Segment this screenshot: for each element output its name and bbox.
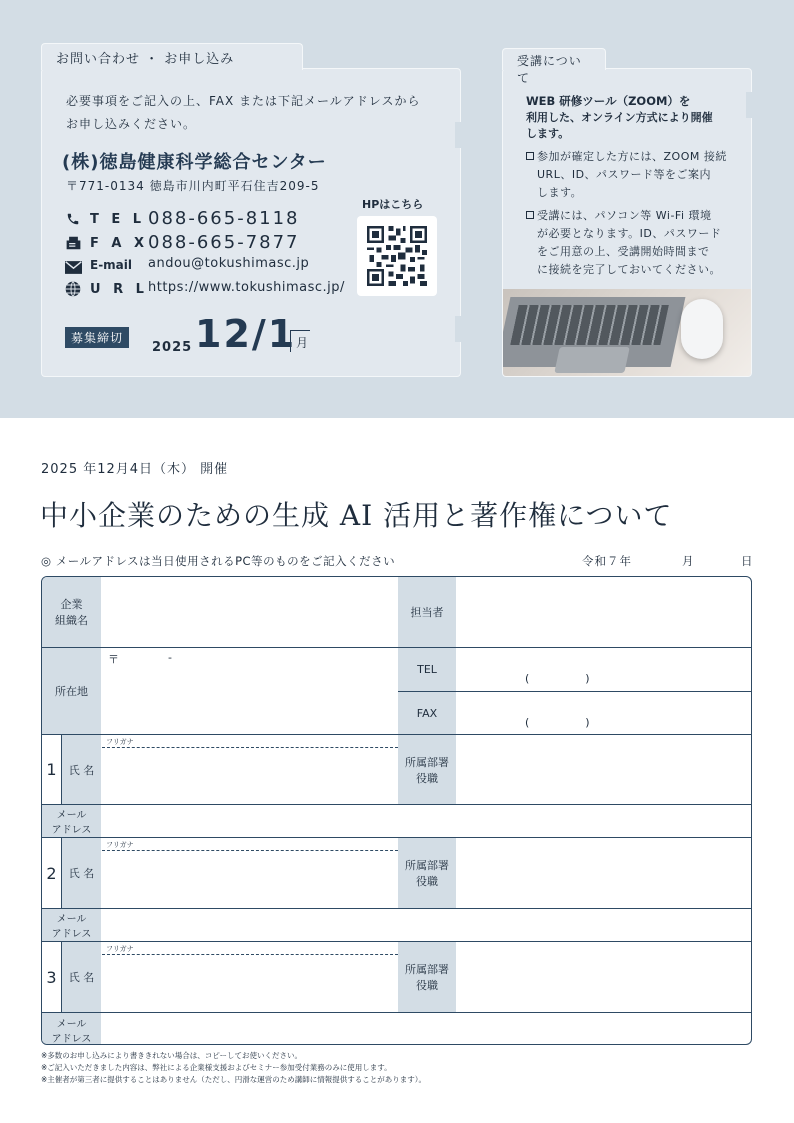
furigana-label-3: フリガナ [106,945,134,953]
person-in-charge-input[interactable] [457,577,752,647]
mail-label-2 [42,909,101,941]
tel-input[interactable] [457,648,752,691]
tel-value: 088-665-8118 [148,208,300,229]
grid-line [42,941,752,942]
dept-label-2 [398,838,456,908]
furigana-line [102,850,398,851]
url-value[interactable]: https://www.tokushimasc.jp/ [148,280,345,295]
zoom-heading-3: します。 [526,127,570,140]
mail-icon [65,259,82,278]
zoom-bullet1-3: します。 [537,186,583,199]
company-label-1: 企業 [60,598,83,611]
laptop-keyboard [502,297,685,367]
name-label-1: 氏 名 [62,735,101,804]
dept-label-1a: 所属部署 [405,755,449,769]
hp-label: HPはこちら [362,198,424,211]
name-label-2: 氏 名 [62,838,101,908]
footnote-1: ※多数のお申し込みにより書ききれない場合は、コピーしてお使いください。 [41,1051,302,1060]
event-date: 2025 年12月4日（木） 開催 [41,462,229,477]
zoom-bullet1-1: 参加が確定した方には、ZOOM 接続 [537,150,727,163]
footnote-2: ※ご記入いただきました内容は、弊社による企業様支援およびセミナー参加受付業務のみに使用します。 [41,1063,392,1072]
fax-input[interactable] [457,692,752,734]
url-label: U R L [90,282,148,297]
fax-icon [66,235,81,254]
zoom-heading-1: WEB 研修ツール（ZOOM）を [526,94,691,108]
dept-label-1b: 役職 [416,771,438,785]
deadline-weekday: 月 [290,330,310,352]
entry-number-2: 2 [46,863,57,883]
grid-line [42,837,752,838]
entry-number-3: 3 [46,967,57,987]
mail-input-1[interactable] [102,805,752,837]
dept-label-3b: 役職 [416,979,438,992]
mail-label-1b: アドレス [51,825,92,836]
zoom-bullet2-4: に接続を完了しておいてください。 [537,263,721,276]
card-notch [455,122,461,148]
mail-label-3b: アドレス [51,1033,92,1045]
entry-number-1: 1 [46,760,57,779]
grid-line [42,647,752,648]
dept-input-3[interactable] [457,942,752,1012]
address-label: 所在地 [42,648,101,734]
deadline-date: 12/1 [195,312,297,356]
contact-intro-1: 必要事項をご記入の上、FAX または下記メールアドレスから [66,94,421,108]
mail-label-1 [42,805,101,837]
footnote-3: ※主催者が第三者に提供することはありません（ただし、円滑な運営のため講師に情報提供することがあります）。 [41,1075,427,1084]
zoom-bullet2-1: 受講には、パソコン等 Wi-Fi 環境 [537,209,712,222]
person-in-charge-label: 担当者 [398,577,456,647]
checkbox-icon [526,211,534,219]
form-month: 月 [682,554,694,568]
tel-paren: ( ) [525,672,590,685]
zoom-bullet2-2: が必要となります。ID、パスワード [537,227,722,240]
grid-line [61,837,62,908]
email-note: ◎ メールアドレスは当日使用されるPC等のものをご記入ください [41,554,396,568]
dept-label-2a: 所属部署 [405,859,449,872]
fax-field-label: FAX [398,692,456,734]
dept-input-1[interactable] [457,735,752,804]
application-form [41,576,752,1045]
zoom-bullet2-3: をご用意の上、受講開始時間まで [537,245,710,258]
deadline-tag: 募集締切 [65,327,129,348]
address-input[interactable] [102,648,398,734]
dept-label-3 [398,942,456,1012]
furigana-label-1: フリガナ [106,738,134,746]
company-label [42,577,101,647]
event-title: 中小企業のための生成 AI 活用と著作権について [40,499,673,532]
company-input[interactable] [102,577,398,647]
dept-label-2b: 役職 [416,875,438,888]
dept-label-1 [398,735,456,804]
grid-line [61,941,62,1012]
mail-label-3 [42,1013,101,1045]
name-input-1[interactable] [102,735,398,804]
email-label: E-mail [90,258,133,272]
name-input-2[interactable] [102,838,398,908]
checkbox-icon [526,152,534,160]
tel-field-label: TEL [398,648,456,691]
card-notch [455,316,461,342]
dept-input-2[interactable] [457,838,752,908]
deadline-year: 2025 [152,340,193,355]
postal-dash: - [168,651,172,664]
name-label-3: 氏 名 [62,942,101,1012]
fax-paren: ( ) [525,716,590,729]
zoom-tab: 受講について [502,48,606,70]
grid-line [42,804,752,805]
qr-code[interactable] [357,216,437,296]
furigana-label-2: フリガナ [106,841,134,849]
furigana-line [102,954,398,955]
phone-icon [66,211,80,230]
grid-line [42,908,752,909]
grid-line [398,691,752,692]
grid-line [42,1012,752,1013]
org-name: (株)徳島健康科学総合センター [62,152,327,173]
form-era: 令和７年 [582,554,632,568]
grid-line [61,734,62,804]
company-label-2: 組織名 [55,614,88,627]
contact-intro-2: お申し込みください。 [66,117,197,131]
globe-icon [65,281,81,301]
zoom-heading-2: 利用した、オンライン方式により開催 [526,111,713,124]
mail-input-2[interactable] [102,909,752,941]
fax-value: 088-665-7877 [148,232,300,253]
mail-label-2a: メール [56,914,87,925]
fax-label: F A X [90,236,149,251]
mail-label-1a: メール [56,810,87,821]
laptop-photo [503,289,752,377]
contact-tab: お問い合わせ ・ お申し込み [41,43,303,70]
org-address: 〒771-0134 徳島市川内町平石住吉209-5 [66,179,320,193]
mouse [681,299,723,359]
name-input-3[interactable] [102,942,398,1012]
card-notch [746,92,752,118]
mail-label-2b: アドレス [51,929,92,940]
qr-code-icon [367,226,427,286]
furigana-line [102,747,398,748]
postal-mark: 〒 [108,653,119,666]
mail-label-3a: メール [56,1018,87,1030]
grid-line [42,734,752,735]
zoom-bullet1-2: URL、ID、パスワード等をご案内 [537,168,712,181]
email-value[interactable]: andou@tokushimasc.jp [148,256,310,271]
tel-label: T E L [90,212,146,227]
dept-label-3a: 所属部署 [405,963,449,976]
mail-input-3[interactable] [102,1013,752,1045]
form-day: 日 [741,554,753,568]
